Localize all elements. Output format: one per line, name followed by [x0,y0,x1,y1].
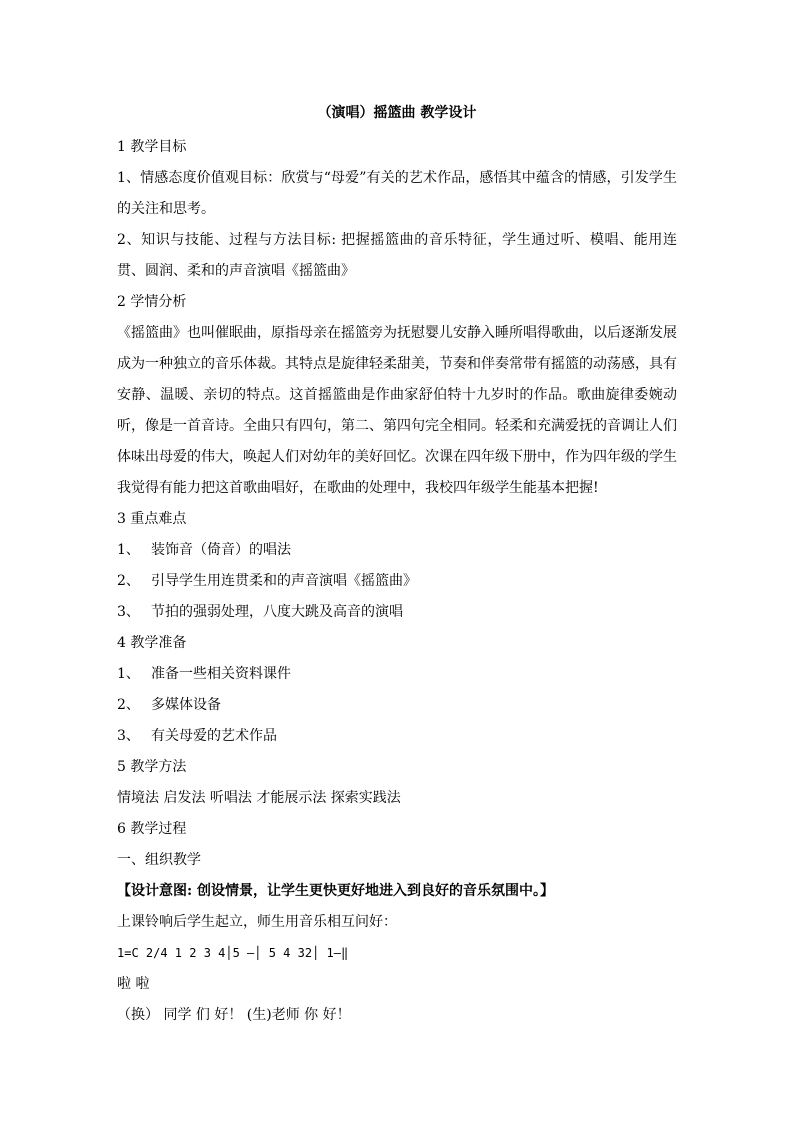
key-point-item [117,597,677,628]
list-text: 有关母爱的艺术作品 [151,728,277,744]
list-text: 准备一些相关资料课件 [151,666,291,682]
list-text: 装饰音（倚音）的唱法 [151,542,291,558]
key-point-item [117,535,677,566]
list-number: 3、 [117,604,140,620]
objective-paragraph-2: 2、知识与技能、过程与方法目标: 把握摇篮曲的音乐特征，学生通过听、模唱、能用连贯、圆润、柔和的声音演唱《摇篮曲》 [117,232,677,279]
methods-text: 情境法 启发法 听唱法 才能展示法 探索实践法 [117,790,401,806]
analysis-paragraph: 《摇篮曲》也叫催眠曲，原指母亲在摇篮旁为抚慰婴儿安静入睡所唱得歌曲，以后逐渐发展成为一种独立的音乐体裁。其特点是旋律轻柔甜美，节奏和伴奏常带有摇篮的动荡感，具有安静、温暖、亲切的特点。这首摇篮曲是作曲家舒伯特十九岁时的作品。歌曲旋律委婉动听，像是一首音诗。全曲只有四句，第二、第四句完全相同。轻柔和充满爱抚的音调让人们体味出母爱的伟大，唤起人们对幼年的美好回忆。次课在四年级下册中，作为四年级的学生我觉得有能力把这首歌曲唱好，在歌曲的处理中，我校四年级学生能基本把握! [117,325,677,496]
process-subheading: 一、组织教学 [117,852,201,868]
section-heading-preparation: 4 教学准备 [117,635,187,651]
list-number: 3、 [117,728,140,744]
design-intent: 【设计意图: 创设情景，让学生更快更好地进入到良好的音乐氛围中。】 [117,883,555,899]
process-intro: 上课铃响后学生起立，师生用音乐相互问好： [117,914,397,930]
list-number: 2、 [117,697,140,713]
list-number: 1、 [117,666,140,682]
lyric-line-2: （换） 同学 们 好！ (生)老师 你 好！ [117,1007,351,1023]
music-notation: 1=C 2/4 1 2 3 4│5 —│ 5 4 32│ 1—‖ [117,946,349,960]
list-text: 引导学生用连贯柔和的声音演唱《摇篮曲》 [151,573,417,589]
list-text: 多媒体设备 [151,697,221,713]
key-point-item [117,566,677,597]
list-number: 1、 [117,542,140,558]
section-heading-key-points: 3 重点难点 [117,511,187,527]
list-number: 2、 [117,573,140,589]
list-text: 节拍的强弱处理，八度大跳及高音的演唱 [151,604,403,620]
objective-paragraph-1: 1、情感态度价值观目标：欣赏与“母爱”有关的艺术作品，感悟其中蕴含的情感，引发学生的关注和思考。 [117,170,677,217]
section-heading-analysis: 2 学情分析 [117,294,187,310]
lyric-line-1: 啦 啦 [117,976,150,992]
section-heading-process: 6 教学过程 [117,821,187,837]
preparation-item [117,690,677,721]
document-title: （演唱）摇篮曲 教学设计 [317,105,477,121]
document-page [117,100,677,1031]
preparation-item [117,721,677,752]
section-heading-methods: 5 教学方法 [117,759,187,775]
preparation-item [117,659,677,690]
section-heading-objectives: 1 教学目标 [117,139,187,155]
